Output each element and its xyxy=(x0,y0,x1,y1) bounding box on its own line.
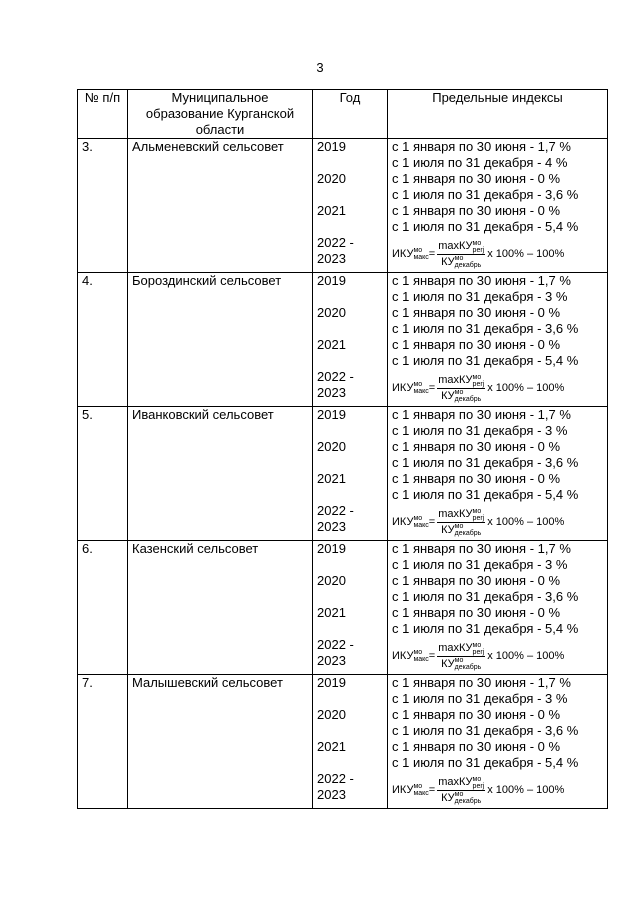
indices-cell xyxy=(388,407,608,541)
year-value: 2022 - 2023 xyxy=(317,771,354,802)
formula-lhs: ИКУ мо макс xyxy=(392,247,429,262)
formula-fraction: maxКУ мо perj КУ мо декабрь xyxy=(438,775,485,805)
year-value: 2021 xyxy=(317,203,346,218)
row-number: 7. xyxy=(78,675,128,809)
index-line: с 1 января по 30 июня - 1,7 % xyxy=(392,541,571,556)
index-line: с 1 июля по 31 декабря - 5,4 % xyxy=(392,487,579,502)
header-indices: Предельные индексы xyxy=(388,90,608,139)
table-row xyxy=(78,541,608,675)
index-line: с 1 января по 30 июня - 0 % xyxy=(392,739,561,754)
index-formula xyxy=(392,638,603,674)
index-line: с 1 июля по 31 декабря - 3,6 % xyxy=(392,589,579,604)
formula-eq: = xyxy=(428,382,436,394)
formula-lhs: ИКУ мо макс xyxy=(392,649,429,664)
index-line: с 1 января по 30 июня - 1,7 % xyxy=(392,273,571,288)
indices-cell xyxy=(388,541,608,675)
formula-tail: x 100% – 100% xyxy=(487,248,565,260)
index-line: с 1 июля по 31 декабря - 3,6 % xyxy=(392,187,579,202)
year-cell xyxy=(313,407,388,541)
year-value: 2021 xyxy=(317,471,346,486)
formula-eq: = xyxy=(428,784,436,796)
index-line: с 1 января по 30 июня - 1,7 % xyxy=(392,675,571,690)
table-row xyxy=(78,407,608,541)
formula-lhs: ИКУ мо макс xyxy=(392,515,429,530)
municipality-name: Малышевский сельсовет xyxy=(128,675,313,809)
index-line: с 1 января по 30 июня - 0 % xyxy=(392,707,561,722)
formula-fraction: maxКУ мо perj КУ мо декабрь xyxy=(438,373,485,403)
index-line: с 1 июля по 31 декабря - 5,4 % xyxy=(392,219,579,234)
year-value: 2019 xyxy=(317,407,346,422)
year-value: 2021 xyxy=(317,337,346,352)
index-formula xyxy=(392,370,603,406)
formula-lhs: ИКУ мо макс xyxy=(392,381,429,396)
index-line: с 1 июля по 31 декабря - 5,4 % xyxy=(392,755,579,770)
index-line: с 1 июля по 31 декабря - 5,4 % xyxy=(392,353,579,368)
formula-lhs: ИКУ мо макс xyxy=(392,783,429,798)
index-line: с 1 июля по 31 декабря - 3 % xyxy=(392,557,568,572)
indices-cell xyxy=(388,273,608,407)
table-row xyxy=(78,675,608,809)
formula-fraction: maxКУ мо perj КУ мо декабрь xyxy=(438,507,485,537)
header-no: № п/п xyxy=(78,90,128,139)
year-value: 2019 xyxy=(317,139,346,154)
index-line: с 1 января по 30 июня - 1,7 % xyxy=(392,407,571,422)
year-cell xyxy=(313,675,388,809)
year-value: 2022 - 2023 xyxy=(317,235,354,266)
year-value: 2020 xyxy=(317,171,346,186)
year-value: 2020 xyxy=(317,305,346,320)
year-value: 2020 xyxy=(317,439,346,454)
page-number: 3 xyxy=(316,60,324,75)
municipality-name: Иванковский сельсовет xyxy=(128,407,313,541)
year-value: 2019 xyxy=(317,273,346,288)
year-value: 2020 xyxy=(317,707,346,722)
year-value: 2022 - 2023 xyxy=(317,503,354,534)
index-line: с 1 января по 30 июня - 0 % xyxy=(392,305,561,320)
formula-tail: x 100% – 100% xyxy=(487,516,565,528)
year-value: 2022 - 2023 xyxy=(317,369,354,400)
index-line: с 1 января по 30 июня - 0 % xyxy=(392,439,561,454)
table-header-row xyxy=(78,90,608,139)
index-line: с 1 января по 30 июня - 0 % xyxy=(392,605,561,620)
index-formula xyxy=(392,772,603,808)
year-value: 2021 xyxy=(317,605,346,620)
index-line: с 1 января по 30 июня - 0 % xyxy=(392,203,561,218)
row-number: 3. xyxy=(78,139,128,273)
index-line: с 1 января по 30 июня - 0 % xyxy=(392,171,561,186)
index-line: с 1 июля по 31 декабря - 3,6 % xyxy=(392,723,579,738)
index-line: с 1 января по 30 июня - 1,7 % xyxy=(392,139,571,154)
year-cell xyxy=(313,273,388,407)
index-line: с 1 июля по 31 декабря - 3 % xyxy=(392,289,568,304)
formula-eq: = xyxy=(428,248,436,260)
indices-cell xyxy=(388,139,608,273)
index-formula xyxy=(392,236,603,272)
index-formula xyxy=(392,504,603,540)
index-line: с 1 июля по 31 декабря - 3,6 % xyxy=(392,455,579,470)
year-value: 2019 xyxy=(317,541,346,556)
year-value: 2020 xyxy=(317,573,346,588)
header-year: Год xyxy=(313,90,388,139)
formula-fraction: maxКУ мо perj КУ мо декабрь xyxy=(438,641,485,671)
indices-table xyxy=(77,89,608,809)
index-line: с 1 июля по 31 декабря - 3 % xyxy=(392,423,568,438)
formula-eq: = xyxy=(428,650,436,662)
municipality-name: Казенский сельсовет xyxy=(128,541,313,675)
index-line: с 1 июля по 31 декабря - 4 % xyxy=(392,155,568,170)
formula-tail: x 100% – 100% xyxy=(487,784,565,796)
year-value: 2019 xyxy=(317,675,346,690)
index-line: с 1 июля по 31 декабря - 5,4 % xyxy=(392,621,579,636)
index-line: с 1 января по 30 июня - 0 % xyxy=(392,337,561,352)
formula-fraction: maxКУ мо perj КУ мо декабрь xyxy=(438,239,485,269)
table-row xyxy=(78,139,608,273)
index-line: с 1 июля по 31 декабря - 3,6 % xyxy=(392,321,579,336)
row-number: 6. xyxy=(78,541,128,675)
year-cell xyxy=(313,541,388,675)
indices-cell xyxy=(388,675,608,809)
index-line: с 1 января по 30 июня - 0 % xyxy=(392,471,561,486)
row-number: 4. xyxy=(78,273,128,407)
header-municipality: Муниципальное образование Курганской области xyxy=(128,90,313,139)
year-cell xyxy=(313,139,388,273)
year-value: 2022 - 2023 xyxy=(317,637,354,668)
table-row xyxy=(78,273,608,407)
formula-tail: x 100% – 100% xyxy=(487,382,565,394)
formula-tail: x 100% – 100% xyxy=(487,650,565,662)
year-value: 2021 xyxy=(317,739,346,754)
municipality-name: Альменевский сельсовет xyxy=(128,139,313,273)
row-number: 5. xyxy=(78,407,128,541)
municipality-name: Бороздинский сельсовет xyxy=(128,273,313,407)
formula-eq: = xyxy=(428,516,436,528)
index-line: с 1 января по 30 июня - 0 % xyxy=(392,573,561,588)
index-line: с 1 июля по 31 декабря - 3 % xyxy=(392,691,568,706)
